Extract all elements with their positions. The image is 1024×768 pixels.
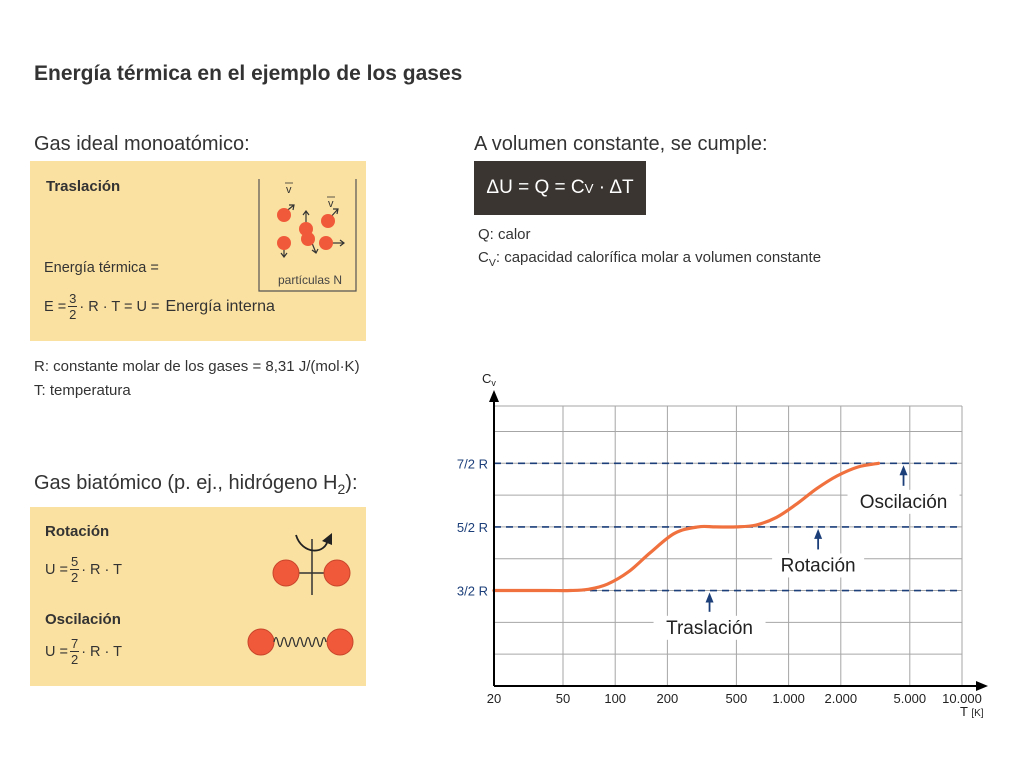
bi-heading-main: Gas biatómico (p. ej., hidrógeno H <box>34 472 338 494</box>
mono-frac-num: 3 <box>69 291 77 306</box>
particles-label: partículas N <box>278 273 343 287</box>
vector-label-2: v <box>328 198 334 210</box>
osc-suffix: · R · T <box>81 643 123 660</box>
arrow-up-icon <box>814 529 822 539</box>
constant-t: T: temperatura <box>34 382 131 399</box>
x-tick-label: 10.000 <box>942 691 982 706</box>
chart-grid <box>487 406 982 706</box>
x-axis-label: T [K] <box>960 704 984 719</box>
rot-suffix: · R · T <box>81 561 123 578</box>
x-tick-label: 50 <box>555 691 571 706</box>
x-tick-label: 1.000 <box>772 691 805 706</box>
x-tick-label: 100 <box>604 691 627 706</box>
mono-heading: Gas ideal monoatómico: <box>34 133 250 155</box>
osc-frac-den: 2 <box>70 652 79 667</box>
osc-label: Oscilación <box>45 611 121 628</box>
annotation-label: Oscilación <box>859 491 948 513</box>
cv-symbol: C <box>478 249 489 266</box>
rot-fraction <box>70 555 79 584</box>
mono-eq-suffix: · R · T = U = <box>79 298 160 315</box>
x-tick-label: 2.000 <box>824 691 858 706</box>
constant-r: R: constante molar de los gases = 8,31 J/(mol·K) <box>34 358 360 375</box>
rot-frac-den: 2 <box>70 570 79 585</box>
chart-annotations <box>654 465 960 640</box>
rotating-molecule-icon <box>266 525 362 595</box>
mono-energy-text: Energía térmica = <box>44 260 159 276</box>
volume-heading: A volumen constante, se cumple: <box>474 133 768 155</box>
volume-eq-sub: V <box>584 180 594 196</box>
mono-fraction <box>68 292 77 321</box>
particle-box-icon <box>256 179 360 293</box>
rot-equation <box>45 555 122 584</box>
x-tick-label: 5.000 <box>893 691 927 706</box>
mono-equation <box>44 292 275 321</box>
y-tick-label: 7/2 R <box>456 456 488 472</box>
vector-label-1: v <box>286 184 292 196</box>
chart-labels <box>482 371 984 719</box>
x-tick-label: 20 <box>486 691 502 706</box>
q-definition: Q: calor <box>478 226 531 243</box>
y-tick-label: 5/2 R <box>456 519 488 535</box>
rot-label: Rotación <box>45 523 110 540</box>
bi-heading <box>34 472 358 497</box>
mono-eq-tail: Energía interna <box>165 297 275 315</box>
rot-prefix: U = <box>45 561 68 578</box>
oscillating-molecule-icon <box>244 625 358 659</box>
volume-eq-left: ΔU = Q = C <box>486 177 585 198</box>
rot-frac-num: 5 <box>70 554 79 569</box>
mono-frac-den: 2 <box>69 307 77 322</box>
x-tick-label: 200 <box>656 691 679 706</box>
y-tick-label: 3/2 R <box>456 583 488 599</box>
x-tick-label: 500 <box>725 691 748 706</box>
arrow-up-icon <box>706 593 714 603</box>
bi-heading-sub: 2 <box>337 481 346 497</box>
arrow-up-icon <box>900 465 908 475</box>
mono-box <box>30 161 366 341</box>
mono-eq-prefix: E = <box>44 298 67 315</box>
mono-label: Traslación <box>46 178 121 195</box>
cv-definition <box>478 249 821 269</box>
annotation-label: Rotación <box>780 555 856 577</box>
volume-eq-right: · ΔT <box>598 177 634 198</box>
y-axis-arrow <box>489 390 499 402</box>
chart-axes <box>489 390 988 691</box>
cv-subscript: V <box>488 257 496 269</box>
x-axis-arrow <box>976 681 988 691</box>
y-axis-label: $C_v$ <box>482 371 496 388</box>
osc-frac-num: 7 <box>70 636 79 651</box>
osc-fraction <box>70 637 79 666</box>
volume-equation-box <box>474 161 646 215</box>
bi-box <box>30 507 366 686</box>
page-title: Energía térmica en el ejemplo de los gases <box>34 62 463 85</box>
bi-heading-end: ): <box>345 472 358 494</box>
cv-text: : capacidad calorífica molar a volumen constante <box>495 249 822 266</box>
osc-equation <box>45 637 122 666</box>
cv-temperature-chart <box>440 360 1010 730</box>
osc-prefix: U = <box>45 643 68 660</box>
annotation-label: Traslación <box>666 617 754 639</box>
